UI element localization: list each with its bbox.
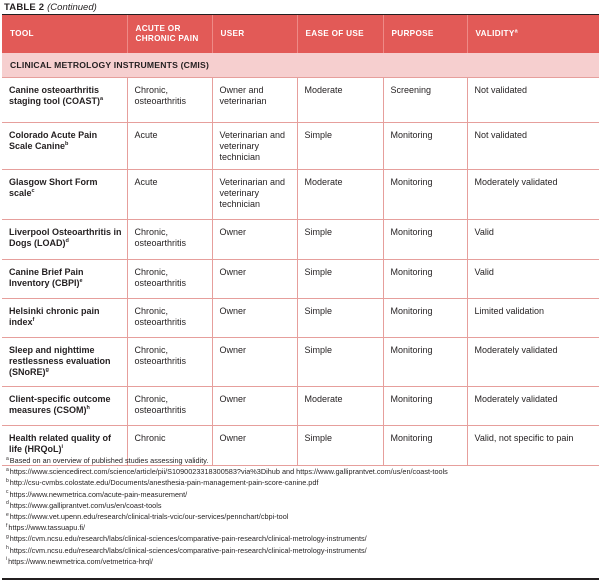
tool-cell: Glasgow Short Form scale$^c$ (2, 170, 127, 220)
validity-cell: Moderately validated (467, 338, 599, 387)
purpose-cell: Monitoring (383, 426, 467, 466)
validity-cell: Moderately validated (467, 387, 599, 426)
user-cell: Owner (212, 387, 297, 426)
ease-cell: Moderate (297, 387, 383, 426)
validity-cell: Valid (467, 260, 599, 299)
validity-cell: Valid (467, 220, 599, 260)
header-tool: TOOL (2, 15, 127, 53)
pain-cell: Chronic (127, 426, 212, 466)
validity-cell: Moderately validated (467, 170, 599, 220)
purpose-cell: Monitoring (383, 260, 467, 299)
footnote: $^e$https://www.vet.upenn.edu/research/clinical-trials-vcic/our-services/pennchart/cbpi-tool (6, 511, 289, 521)
table-row (2, 387, 599, 426)
user-cell: Owner (212, 338, 297, 387)
footnote: $^h$https://cvm.ncsu.edu/research/labs/clinical-sciences/comparative-pain-research/clinical-metrology-instruments/ (6, 545, 367, 555)
table-row (2, 78, 599, 123)
pain-cell: Acute (127, 123, 212, 170)
tool-cell: Colorado Acute Pain Scale Canine$^b$ (2, 123, 127, 170)
table-row (2, 299, 599, 338)
section-row (2, 53, 599, 78)
tool-cell: Canine Brief Pain Inventory (CBPI)$^e$ (2, 260, 127, 299)
table-row (2, 170, 599, 220)
user-cell: Owner and veterinarian (212, 78, 297, 123)
ease-cell: Simple (297, 338, 383, 387)
header-user: USER (212, 15, 297, 53)
ease-cell: Moderate (297, 78, 383, 123)
footnote: $^i$https://www.newmetrica.com/vetmetrica-hrql/ (6, 556, 153, 566)
validity-cell: Not validated (467, 78, 599, 123)
purpose-cell: Monitoring (383, 123, 467, 170)
ease-cell: Moderate (297, 170, 383, 220)
pain-cell: Chronic, osteoarthritis (127, 78, 212, 123)
header-row (2, 15, 599, 53)
table-row (2, 260, 599, 299)
user-cell: Owner (212, 220, 297, 260)
table-caption (4, 1, 97, 15)
purpose-cell: Monitoring (383, 338, 467, 387)
footnotes (6, 455, 598, 567)
purpose-cell: Monitoring (383, 299, 467, 338)
cmi-table (2, 15, 599, 466)
user-cell: Veterinarian and veterinary technician (212, 123, 297, 170)
header-validity: VALIDITY$^a$ (467, 15, 599, 53)
ease-cell: Simple (297, 426, 383, 466)
pain-cell: Chronic, osteoarthritis (127, 260, 212, 299)
purpose-cell: Monitoring (383, 220, 467, 260)
user-cell: Owner (212, 260, 297, 299)
tool-cell: Helsinki chronic pain index$^f$ (2, 299, 127, 338)
user-cell: Owner (212, 426, 297, 466)
header-ease: EASE OF USE (297, 15, 383, 53)
ease-cell: Simple (297, 123, 383, 170)
footnote: $^d$https://www.galliprantvet.com/us/en/coast-tools (6, 500, 162, 510)
tool-cell: Client-specific outcome measures (CSOM)$^h$ (2, 387, 127, 426)
tool-cell: Health related quality of life (HRQoL)$^i$ (2, 426, 127, 466)
section-title: CLINICAL METROLOGY INSTRUMENTS (CMIS) (2, 53, 599, 78)
tool-cell: Liverpool Osteoarthritis in Dogs (LOAD)$^d$ (2, 220, 127, 260)
table-row (2, 123, 599, 170)
user-cell: Veterinarian and veterinary technician (212, 170, 297, 220)
purpose-cell: Monitoring (383, 170, 467, 220)
pain-cell: Chronic, osteoarthritis (127, 338, 212, 387)
table-row (2, 338, 599, 387)
purpose-cell: Screening (383, 78, 467, 123)
bottom-rule (2, 578, 599, 580)
pain-cell: Chronic, osteoarthritis (127, 387, 212, 426)
pain-cell: Acute (127, 170, 212, 220)
table-continued: (Continued) (47, 2, 97, 13)
ease-cell: Simple (297, 299, 383, 338)
header-purpose: PURPOSE (383, 15, 467, 53)
ease-cell: Simple (297, 260, 383, 299)
validity-cell: Valid, not specific to pain (467, 426, 599, 466)
purpose-cell: Monitoring (383, 387, 467, 426)
footnote: $^a$https://www.sciencedirect.com/science/article/pii/S1090023318300583?via%3Dihub and https://www.galliprantvet.com/us/en/coast-tools (6, 466, 448, 477)
table-label: TABLE 2 (4, 2, 45, 13)
ease-cell: Simple (297, 220, 383, 260)
footnote: $^c$https://www.newmetrica.com/acute-pain-measurement/ (6, 489, 188, 499)
footnote: $^b$http://csu-cvmbs.colostate.edu/Documents/anesthesia-pain-management-pain-score-canine.pdf (6, 477, 319, 488)
pain-cell: Chronic, osteoarthritis (127, 299, 212, 338)
header-pain: ACUTE OR CHRONIC PAIN (127, 15, 212, 53)
validity-cell: Limited validation (467, 299, 599, 338)
tool-cell: Sleep and nighttime restlessness evaluation (SNoRE)$^g$ (2, 338, 127, 387)
pain-cell: Chronic, osteoarthritis (127, 220, 212, 260)
footnote: $^a$Based on an overview of published studies assessing validity. (6, 455, 209, 465)
footnote: $^f$https://www.tassuapu.fi/ (6, 522, 86, 533)
validity-cell: Not validated (467, 123, 599, 170)
user-cell: Owner (212, 299, 297, 338)
table-row (2, 220, 599, 260)
tool-cell: Canine osteoarthritis staging tool (COAST)$^a$ (2, 78, 127, 123)
footnote: $^g$https://cvm.ncsu.edu/research/labs/clinical-sciences/comparative-pain-research/clinical-metrology-instruments/ (6, 533, 367, 544)
